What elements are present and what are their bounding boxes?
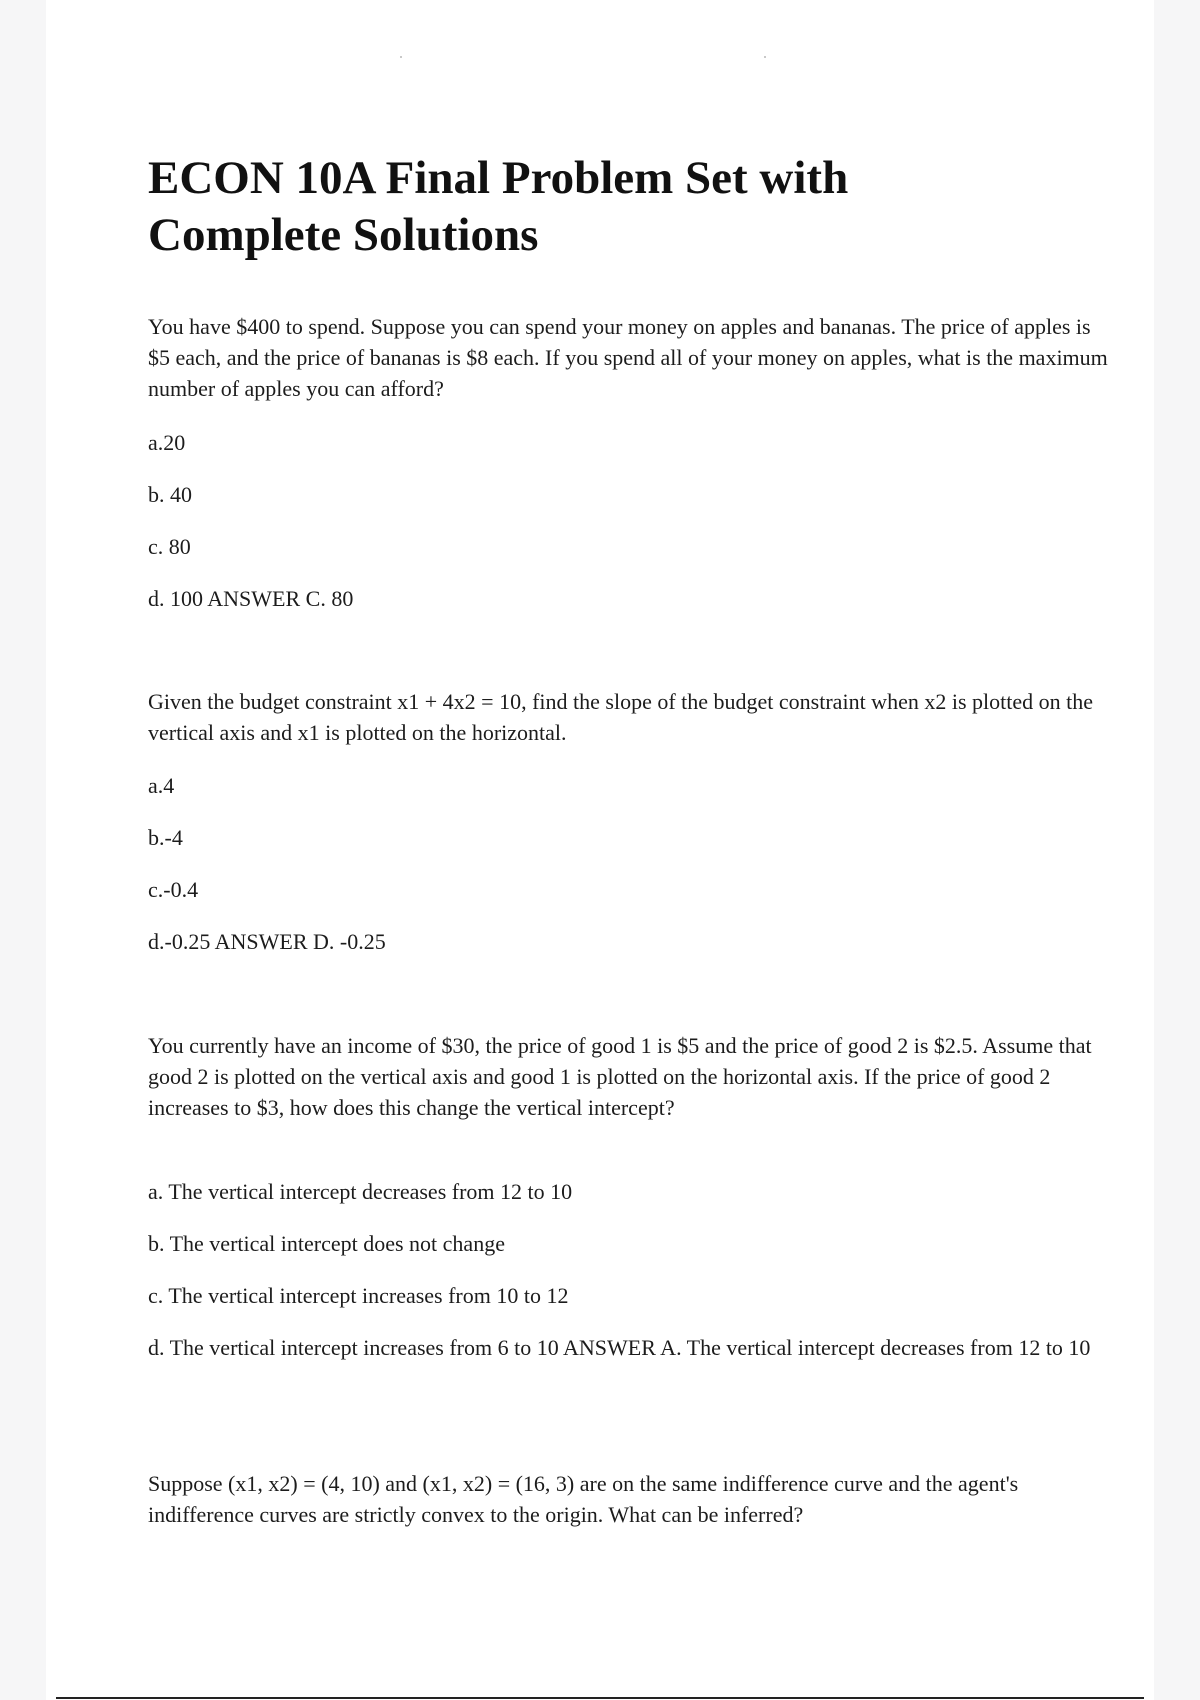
question-3-option-d-answer: d. The vertical intercept increases from 6 to 10 ANSWER A. The vertical intercept decreases from 12 to 10	[148, 1335, 1091, 1360]
bottom-rule	[56, 1697, 1144, 1699]
question-3-option-c: c. The vertical intercept increases from 10 to 12	[148, 1283, 569, 1308]
document-title: ECON 10A Final Problem Set with Complete Solutions	[148, 152, 849, 261]
question-1-text: You have $400 to spend. Suppose you can spend your money on apples and bananas. The price of apples is $5 each, and the price of bananas is $8 each. If you spend all of your money on apples, what is the maximum number of apples you can afford?	[148, 314, 1108, 401]
question-3-option-b: b. The vertical intercept does not change	[148, 1231, 505, 1256]
question-2-option-c: c.-0.4	[148, 877, 199, 902]
question-1-option-c: c. 80	[148, 534, 191, 559]
document-page	[46, 0, 1154, 1700]
question-3-text: You currently have an income of $30, the price of good 1 is $5 and the price of good 2 is $2.5. Assume that good 2 is plotted on the vertical axis and good 1 is plotted on the horizontal axis. If the price of good 2 increases to $3, how does this change the vertical intercept?	[148, 1033, 1092, 1120]
question-1-option-b: b. 40	[148, 482, 192, 507]
question-2-option-b: b.-4	[148, 825, 183, 850]
question-4-text: Suppose (x1, x2) = (4, 10) and (x1, x2) = (16, 3) are on the same indifference curve and the agent's indifference curves are strictly convex to the origin. What can be inferred?	[148, 1471, 1019, 1527]
question-1-option-a: a.20	[148, 430, 186, 455]
question-3-option-a: a. The vertical intercept decreases from 12 to 10	[148, 1179, 573, 1204]
question-2-option-d-answer: d.-0.25 ANSWER D. -0.25	[148, 929, 386, 954]
question-2-option-a: a.4	[148, 773, 175, 798]
scan-mark	[764, 56, 766, 58]
scan-mark	[400, 56, 402, 58]
question-2-text: Given the budget constraint x1 + 4x2 = 10, find the slope of the budget constraint when x2 is plotted on the vertical axis and x1 is plotted on the horizontal.	[148, 689, 1093, 745]
question-1-option-d-answer: d. 100 ANSWER C. 80	[148, 586, 354, 611]
